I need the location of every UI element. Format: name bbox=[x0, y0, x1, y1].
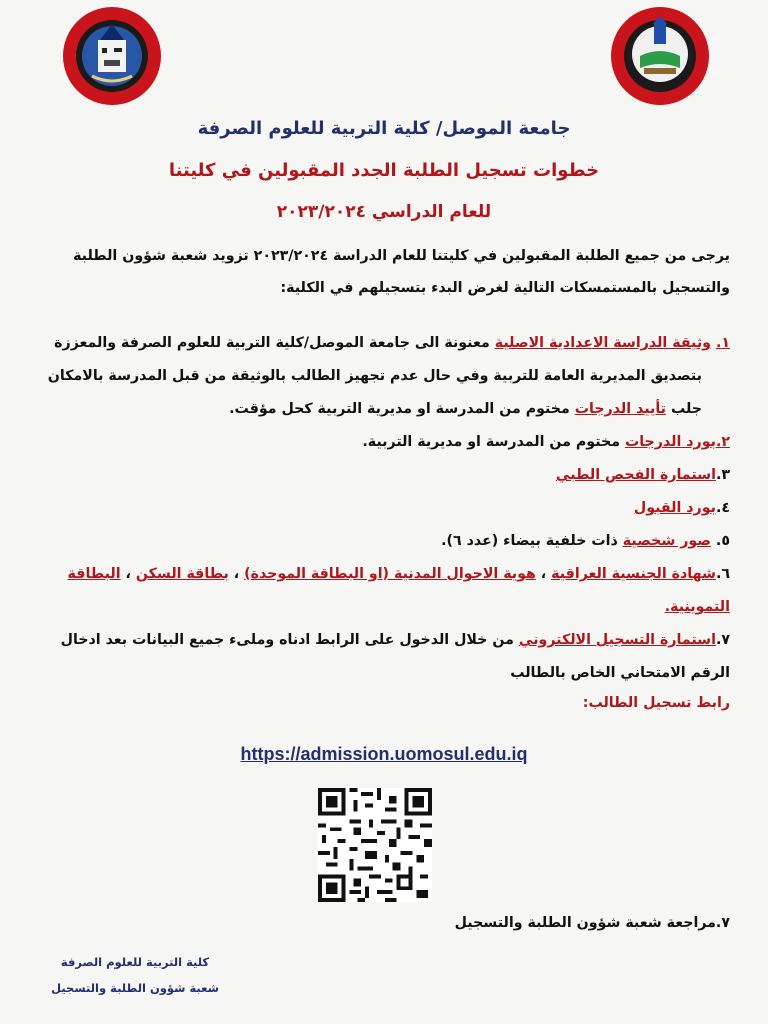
item-text: ذات خلفية بيضاء (عدد ٦). bbox=[441, 533, 623, 549]
item-number: ٢. bbox=[715, 434, 730, 450]
item-link: بورد الدرجات bbox=[624, 434, 716, 450]
item-number: ١. bbox=[715, 335, 730, 351]
list-item-continuation: الرقم الامتحاني الخاص بالطالب bbox=[510, 665, 730, 681]
list-item bbox=[30, 525, 730, 558]
university-logo bbox=[610, 6, 710, 106]
intro-line: يرجى من جميع الطلبة المقبولين في كليتنا للعام الدراسة ٢٠٢٣/٢٠٢٤ تزويد شعبة شؤون الطلبة bbox=[73, 248, 730, 264]
item-link: بورد القبول bbox=[633, 500, 716, 516]
signature-college: كلية التربية للعلوم الصرفة bbox=[60, 955, 210, 969]
separator: ، bbox=[535, 566, 552, 582]
intro-line: والتسجيل بالمستمسكات التالية لغرض البدء بتسجيلهم في الكلية: bbox=[280, 280, 730, 296]
separator: ، bbox=[228, 566, 245, 582]
link-label: رابط تسجيل الطالب: bbox=[582, 695, 730, 711]
item-text: معنونة الى جامعة الموصل/كلية التربية للعلوم الصرفة والمعززة bbox=[54, 335, 495, 351]
signature-office: شعبة شؤون الطلبة والتسجيل bbox=[51, 981, 219, 995]
college-logo bbox=[62, 6, 162, 106]
list-item-continuation bbox=[30, 393, 730, 426]
university-heading: جامعة الموصل/ كلية التربية للعلوم الصرفة bbox=[197, 118, 571, 139]
item-number: ٤. bbox=[715, 500, 730, 516]
qr-code[interactable] bbox=[318, 788, 432, 902]
list-item bbox=[30, 558, 730, 591]
intro-paragraph bbox=[30, 240, 730, 304]
list-item bbox=[30, 459, 730, 492]
final-step: ٧.مراجعة شعبة شؤون الطلبة والتسجيل bbox=[454, 915, 730, 931]
item-link: التموينية. bbox=[664, 599, 730, 615]
item-number: ٦. bbox=[715, 566, 730, 582]
item-link: صور شخصية bbox=[622, 533, 711, 549]
item-number: ٥. bbox=[710, 533, 730, 549]
item-text: جلب bbox=[666, 401, 702, 417]
requirements-list bbox=[30, 327, 730, 716]
item-link: شهادة الجنسية العراقية bbox=[551, 566, 716, 582]
list-item-continuation: بتصديق المديرية العامة للتربية وفي حال عدم تجهيز الطالب بالوثيقة من قبل المدرسة بالامكان bbox=[47, 368, 702, 384]
item-link: بطاقة السكن bbox=[135, 566, 229, 582]
page-title: خطوات تسجيل الطلبة الجدد المقبولين في كليتنا bbox=[168, 160, 600, 181]
list-item-continuation bbox=[30, 591, 730, 624]
list-item bbox=[30, 327, 730, 360]
item-number: ٣. bbox=[715, 467, 730, 483]
item-text: مختوم من المدرسة او مديرية التربية. bbox=[362, 434, 625, 450]
academic-year: للعام الدراسي ٢٠٢٣/٢٠٢٤ bbox=[276, 202, 492, 222]
item-link: البطاقة bbox=[67, 566, 121, 582]
item-link: تأييد الدرجات bbox=[574, 401, 667, 417]
item-number: ٧. bbox=[715, 632, 730, 648]
item-text: مختوم من المدرسة او مديرية التربية كحل مؤقت. bbox=[229, 401, 575, 417]
item-link: وثيقة الدراسة الاعدادية الاصلية bbox=[494, 335, 711, 351]
item-link: استمارة الفحص الطبي bbox=[555, 467, 716, 483]
item-link: استمارة التسجيل الالكتروني bbox=[518, 632, 716, 648]
list-item bbox=[30, 492, 730, 525]
item-text: من خلال الدخول على الرابط ادناه وملىء جميع البيانات بعد ادخال bbox=[60, 632, 519, 648]
list-item bbox=[30, 624, 730, 657]
list-item bbox=[30, 426, 730, 459]
registration-link[interactable]: https://admission.uomosul.edu.iq bbox=[240, 744, 528, 764]
item-link: هوية الاحوال المدنية (او البطاقة الموحدة) bbox=[244, 566, 536, 582]
separator: ، bbox=[120, 566, 136, 582]
